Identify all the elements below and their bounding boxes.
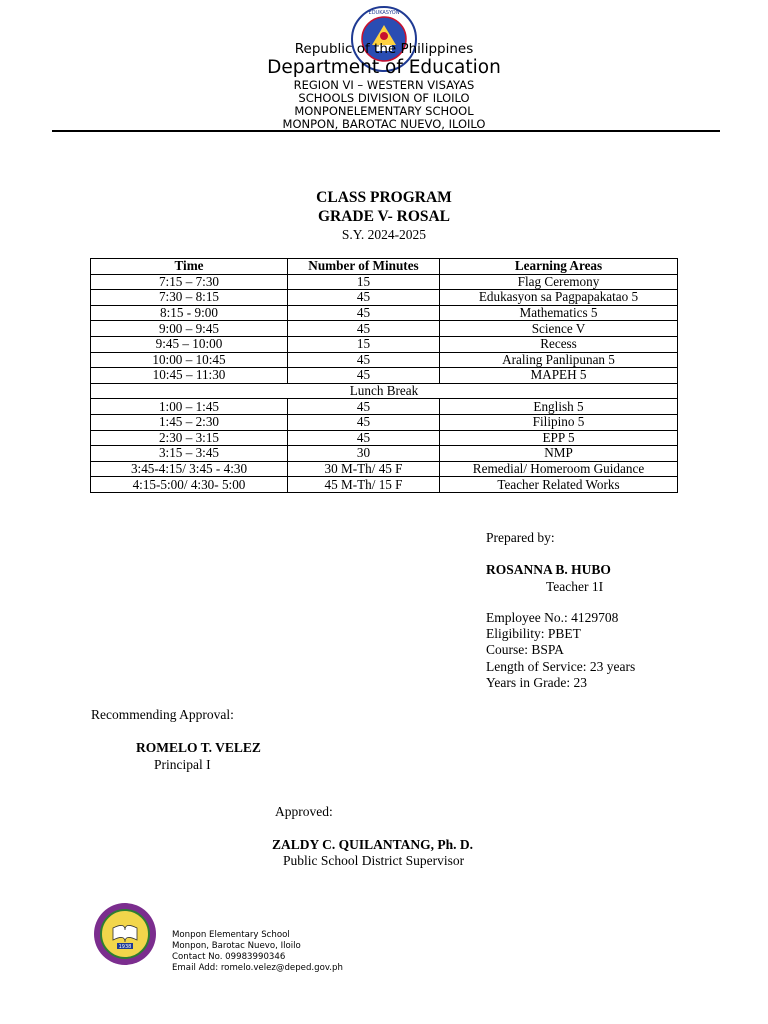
minutes-cell: 15: [288, 274, 440, 290]
time-cell: 4:15-5:00/ 4:30- 5:00: [91, 477, 288, 493]
minutes-cell: 45 M-Th/ 15 F: [288, 477, 440, 493]
time-cell: 2:30 – 3:15: [91, 430, 288, 446]
division-line: SCHOOLS DIVISION OF ILOILO: [298, 91, 470, 105]
table-row: [91, 290, 678, 306]
time-cell: 9:45 – 10:00: [91, 336, 288, 352]
time-cell: 3:45-4:15/ 3:45 - 4:30: [91, 461, 288, 477]
table-row: [91, 305, 678, 321]
minutes-cell: 45: [288, 399, 440, 415]
footer-email: Email Add: romelo.velez@deped.gov.ph: [172, 963, 343, 973]
address-line: MONPON, BAROTAC NUEVO, ILOILO: [282, 117, 486, 131]
minutes-cell: 30: [288, 446, 440, 462]
table-header-row: [91, 259, 678, 275]
time-cell: 7:15 – 7:30: [91, 274, 288, 290]
learning-area-cell: Teacher Related Works: [440, 477, 678, 493]
minutes-cell: 45: [288, 321, 440, 337]
approved-label: Approved:: [275, 804, 333, 819]
school-year: S.Y. 2024-2025: [341, 227, 427, 242]
time-header: Time: [91, 259, 288, 275]
time-cell: 1:00 – 1:45: [91, 399, 288, 415]
learning-area-cell: English 5: [440, 399, 678, 415]
minutes-cell: 15: [288, 336, 440, 352]
time-cell: 8:15 - 9:00: [91, 305, 288, 321]
table-row: [91, 430, 678, 446]
footer-contact: Contact No. 09983990346: [172, 952, 286, 962]
footer-address: Monpon, Barotac Nuevo, Iloilo: [172, 941, 301, 951]
eligibility: Eligibility: PBET: [486, 626, 581, 641]
minutes-cell: 45: [288, 290, 440, 306]
preparer-name: ROSANNA B. HUBO: [486, 562, 611, 577]
minutes-cell: 45: [288, 305, 440, 321]
learning-area-cell: Science V: [440, 321, 678, 337]
table-row: [91, 274, 678, 290]
table-row: [91, 446, 678, 462]
minutes-header: Number of Minutes: [288, 259, 440, 275]
table-row: [91, 383, 678, 399]
learning-area-cell: NMP: [440, 446, 678, 462]
table-row: [91, 368, 678, 384]
preparer-position: Teacher 1I: [546, 579, 604, 594]
learning-area-cell: EPP 5: [440, 430, 678, 446]
department-name: Department of Education: [267, 57, 501, 78]
republic-line: Republic of the Philippines: [294, 41, 474, 57]
learning-area-cell: Remedial/ Homeroom Guidance: [440, 461, 678, 477]
learning-area-cell: Recess: [440, 336, 678, 352]
learning-area-cell: Flag Ceremony: [440, 274, 678, 290]
footer-school-name: Monpon Elementary School: [172, 930, 290, 940]
minutes-cell: 30 M-Th/ 45 F: [288, 461, 440, 477]
svg-text:EDUKASYON: EDUKASYON: [368, 10, 400, 16]
school-line: MONPONELEMENTARY SCHOOL: [294, 104, 474, 118]
table-row: [91, 321, 678, 337]
header-divider: [52, 130, 720, 132]
table-body: [91, 274, 678, 492]
region-line: REGION VI – WESTERN VISAYAS: [293, 78, 475, 92]
minutes-cell: 45: [288, 352, 440, 368]
minutes-cell: 45: [288, 368, 440, 384]
principal-name: ROMELO T. VELEZ: [136, 740, 261, 755]
school-logo: [88, 900, 162, 968]
years-in-grade: Years in Grade: 23: [486, 675, 587, 690]
learning-area-cell: Mathematics 5: [440, 305, 678, 321]
learning-area-cell: Edukasyon sa Pagpapakatao 5: [440, 290, 678, 306]
class-program-table: [90, 258, 678, 493]
learning-area-cell: Araling Panlipunan 5: [440, 352, 678, 368]
time-cell: 3:15 – 3:45: [91, 446, 288, 462]
table-row: [91, 461, 678, 477]
time-cell: 10:00 – 10:45: [91, 352, 288, 368]
table-row: [91, 414, 678, 430]
time-cell: 1:45 – 2:30: [91, 414, 288, 430]
learning-area-cell: Filipino 5: [440, 414, 678, 430]
length-of-service: Length of Service: 23 years: [486, 659, 636, 674]
recommending-approval-label: Recommending Approval:: [91, 707, 234, 722]
minutes-cell: 45: [288, 430, 440, 446]
table-row: [91, 399, 678, 415]
employee-number: Employee No.: 4129708: [486, 610, 619, 625]
table-row: [91, 352, 678, 368]
time-cell: 7:30 – 8:15: [91, 290, 288, 306]
course: Course: BSPA: [486, 642, 564, 657]
grade-section-title: GRADE V- ROSAL: [317, 208, 451, 225]
time-cell: 10:45 – 11:30: [91, 368, 288, 384]
table-row: [91, 477, 678, 493]
learning-areas-header: Learning Areas: [440, 259, 678, 275]
principal-position: Principal I: [154, 757, 211, 772]
lunch-break-cell: Lunch Break: [91, 383, 678, 399]
time-cell: 9:00 – 9:45: [91, 321, 288, 337]
prepared-by-label: Prepared by:: [486, 530, 555, 545]
table-row: [91, 336, 678, 352]
minutes-cell: 45: [288, 414, 440, 430]
learning-area-cell: MAPEH 5: [440, 368, 678, 384]
svg-text:1938: 1938: [118, 944, 132, 950]
supervisor-name: ZALDY C. QUILANTANG, Ph. D.: [272, 837, 474, 852]
page-title: CLASS PROGRAM: [316, 189, 452, 206]
supervisor-position: Public School District Supervisor: [283, 853, 465, 868]
